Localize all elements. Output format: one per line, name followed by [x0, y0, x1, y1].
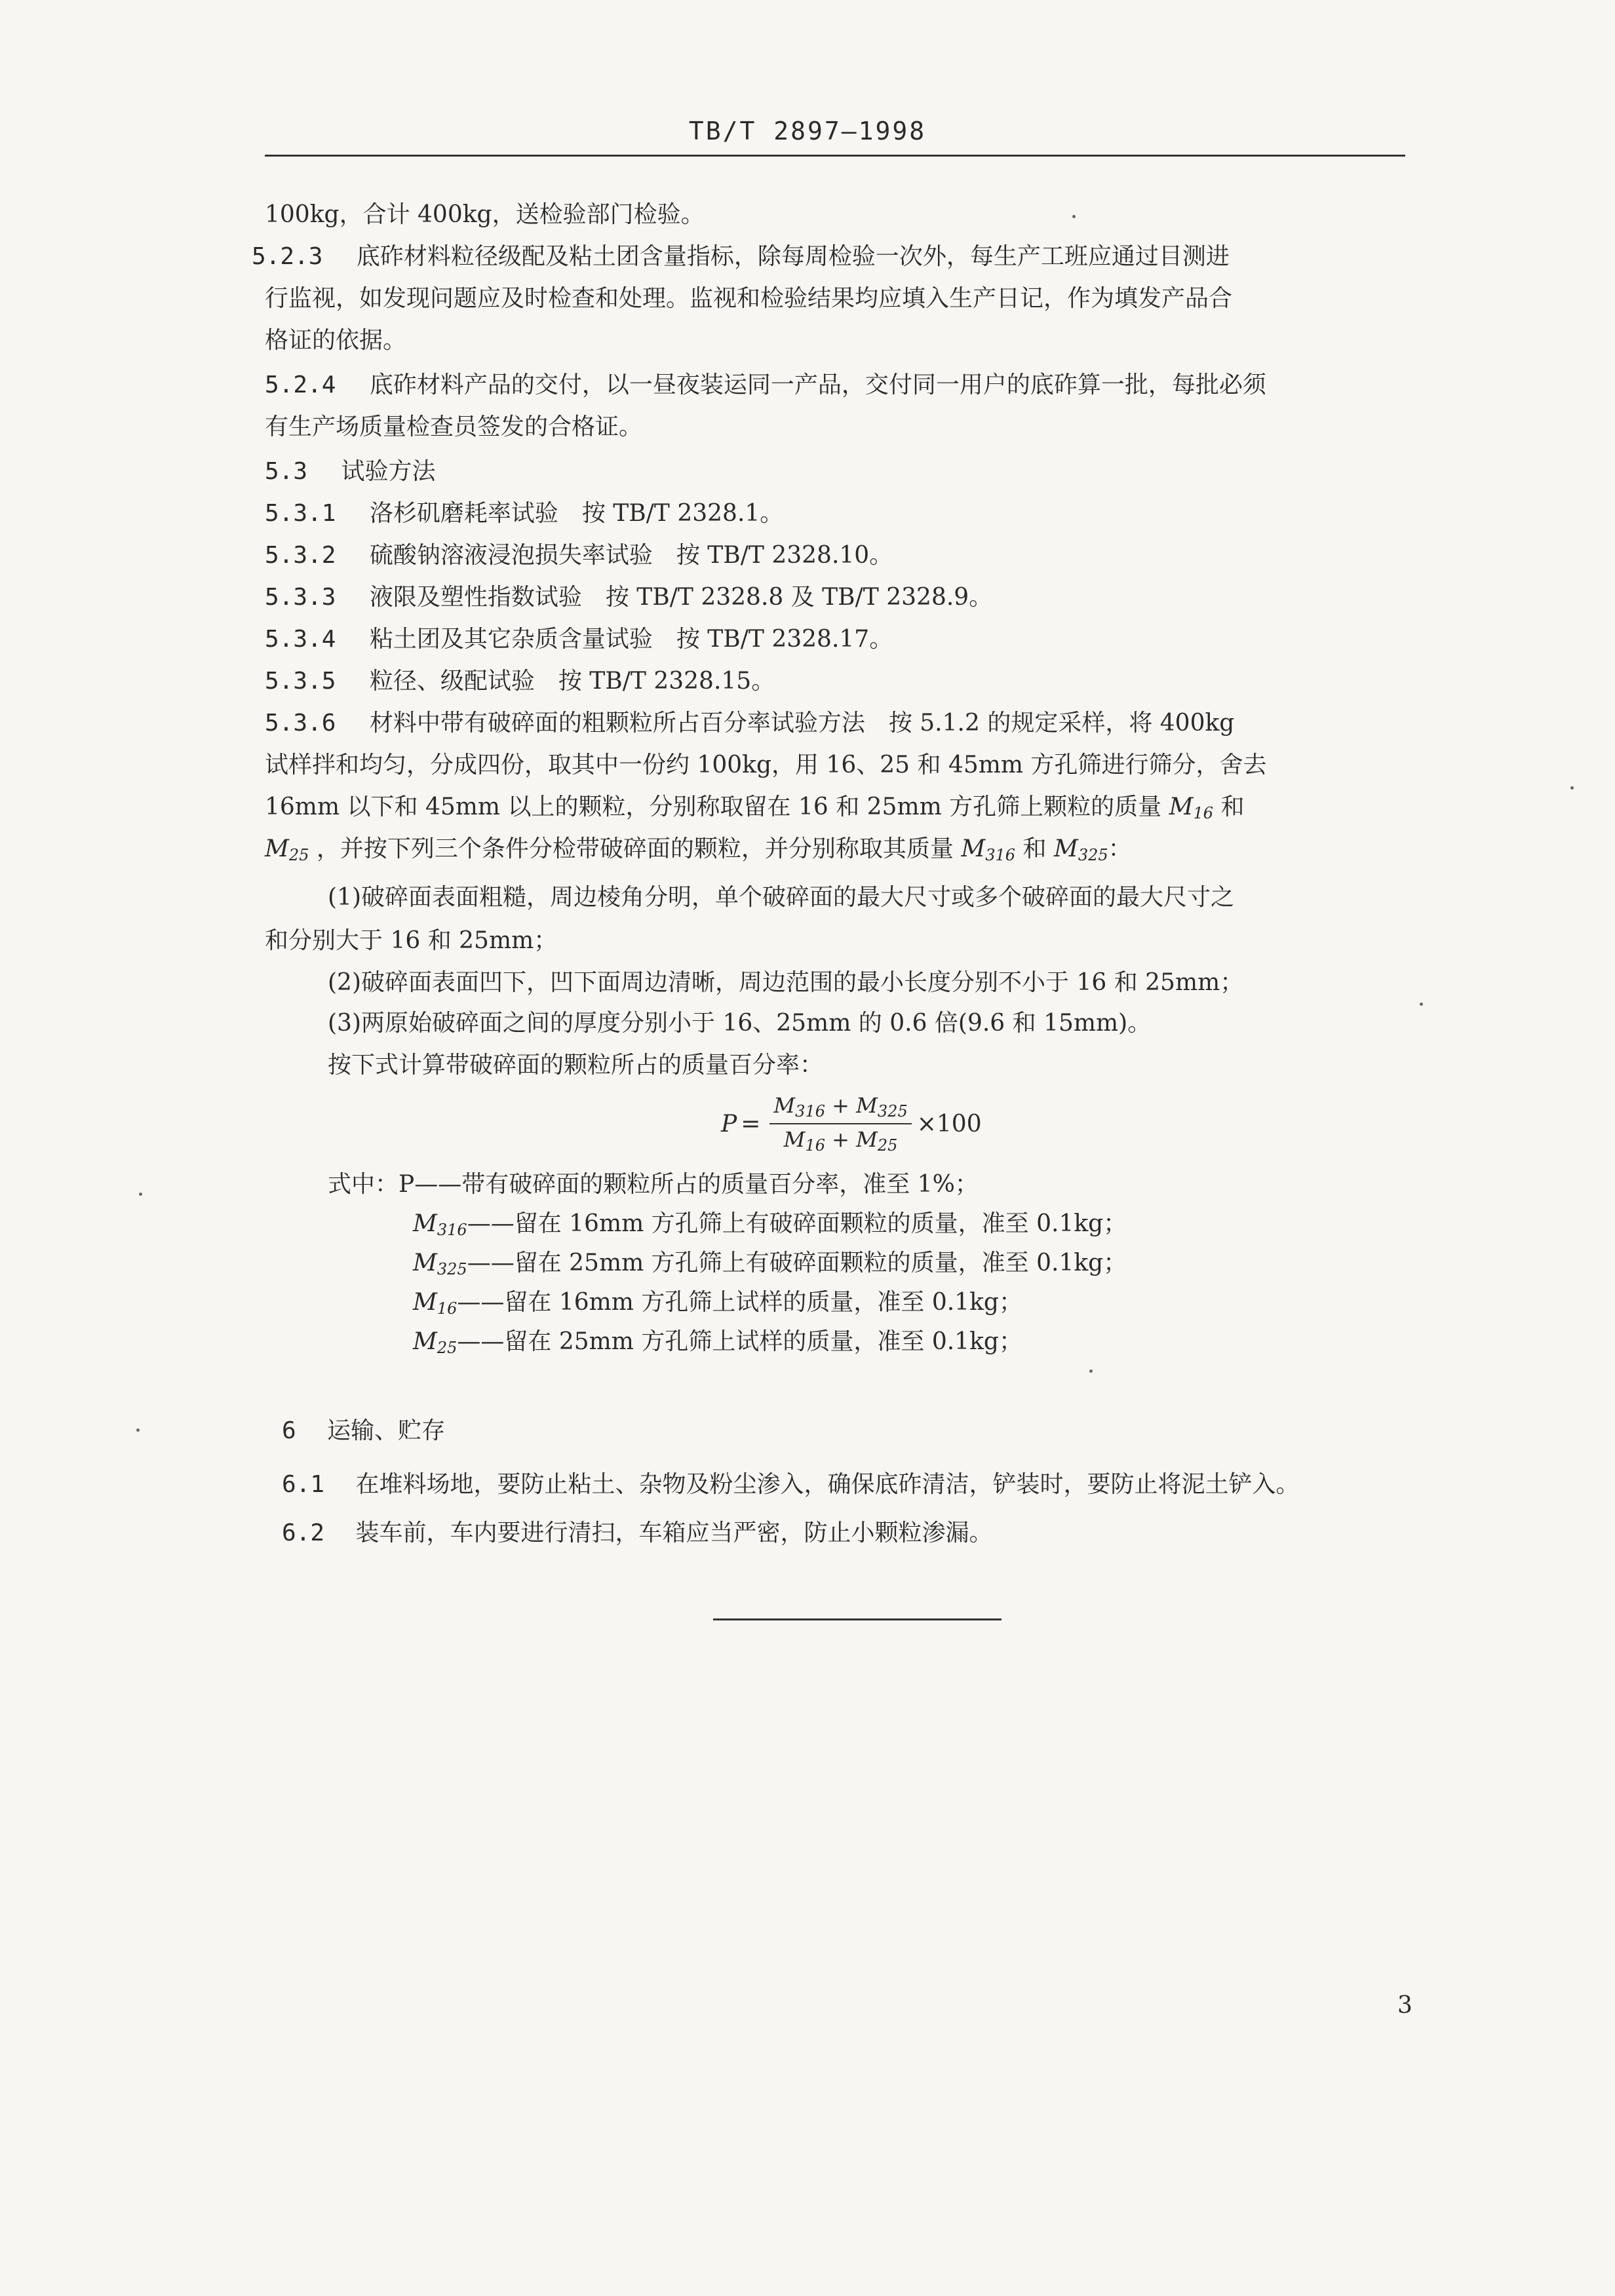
text-line: 格证的依据。	[265, 327, 407, 354]
subscript: 16	[1193, 804, 1214, 822]
standard-code: TB/T 2897—1998	[688, 117, 927, 145]
subscript: 325	[877, 1102, 908, 1120]
where-m316	[413, 1210, 1127, 1240]
text-segment: 和	[1220, 794, 1245, 820]
clause-text: 粒径、级配试验 按 TB/T 2328.15。	[369, 668, 775, 695]
subscript: 316	[795, 1102, 825, 1120]
symbol-m: M	[413, 1289, 437, 1316]
scan-speck	[1072, 215, 1076, 218]
page-number: 3	[1397, 1992, 1412, 2019]
scan-speck	[139, 1193, 142, 1196]
text-line: 试样拌和均匀，分成四份，取其中一份约 100kg，用 16、25 和 45mm 方孔筛进行筛分，舍去	[265, 752, 1267, 778]
clause-6-2	[282, 1519, 993, 1547]
subscript: 316	[985, 846, 1016, 864]
symbol-m: M	[1053, 835, 1078, 862]
subscript: 325	[437, 1260, 467, 1278]
clause-5-3-2	[265, 541, 893, 569]
text-segment: 16mm 以下和 45mm 以上的颗粒，分别称取留在 16 和 25mm 方孔筛上颗粒的质量	[265, 794, 1162, 820]
clause-number: 6.1	[282, 1471, 325, 1498]
formula-times: ×100	[916, 1110, 982, 1138]
subscript: 25	[288, 846, 309, 864]
clause-text: 洛杉矶磨耗率试验 按 TB/T 2328.1。	[369, 500, 784, 527]
symbol-m: M	[856, 1093, 878, 1118]
subscript: 16	[437, 1299, 457, 1318]
symbol-m: M	[413, 1328, 437, 1355]
condition-3: (3)两原始破碎面之间的厚度分别小于 16、25mm 的 0.6 倍(9.6 和 15mm)。	[328, 1010, 1152, 1037]
clause-6-1	[282, 1470, 1300, 1499]
symbol-m: M	[856, 1127, 878, 1152]
clause-number: 6.2	[282, 1520, 325, 1546]
subscript: 16	[805, 1136, 825, 1155]
definition-text: ——留在 16mm 方孔筛上有破碎面颗粒的质量，准至 0.1kg；	[467, 1210, 1127, 1237]
clause-5-2-4	[265, 371, 1266, 399]
text-segment: 和	[1022, 835, 1047, 862]
symbol-m: M	[783, 1127, 806, 1152]
subscript: 325	[1078, 846, 1108, 864]
section-title: 运输、贮存	[327, 1417, 446, 1444]
subscript: 316	[437, 1221, 467, 1239]
clause-number: 5.3.2	[265, 542, 336, 569]
scan-speck	[1570, 786, 1574, 790]
where-m325	[413, 1249, 1127, 1279]
text-segment: ，并按下列三个条件分检带破碎面的颗粒，并分别称取其质量	[316, 835, 954, 862]
clause-5-3-1	[265, 499, 783, 527]
section-number: 5.3	[265, 458, 308, 485]
clause-number: 5.2.3	[252, 243, 323, 270]
clause-text: 粘土团及其它杂质含量试验 按 TB/T 2328.17。	[369, 626, 893, 653]
clause-number: 5.2.4	[265, 372, 336, 398]
subscript: 25	[877, 1136, 898, 1155]
formula-plus: +	[832, 1093, 849, 1118]
clause-text: 材料中带有破碎面的粗颗粒所占百分率试验方法 按 5.1.2 的规定采样，将 400kg	[369, 710, 1235, 737]
text-line	[265, 835, 1132, 865]
section-number: 6	[282, 1417, 296, 1444]
formula-equals: =	[741, 1110, 761, 1138]
symbol-m: M	[413, 1210, 437, 1237]
fraction-denominator	[784, 1124, 898, 1155]
where-m16	[413, 1288, 1022, 1318]
scan-speck	[136, 1428, 140, 1432]
header-rule	[265, 155, 1405, 157]
text-line: 和分别大于 16 和 25mm；	[265, 927, 558, 954]
clause-text: 底砟材料产品的交付，以一昼夜装运同一产品，交付同一用户的底砟算一批，每批必须	[369, 372, 1266, 398]
text-line: 按下式计算带破碎面的颗粒所占的质量百分率：	[328, 1052, 824, 1079]
where-p: 式中：P——带有破碎面的颗粒所占的质量百分率，准至 1%；	[328, 1171, 979, 1198]
clause-text: 装车前，车内要进行清扫，车箱应当严密，防止小颗粒渗漏。	[355, 1520, 993, 1546]
symbol-m: M	[413, 1250, 437, 1276]
symbol-m: M	[773, 1093, 796, 1118]
clause-number: 5.3.5	[265, 668, 336, 695]
definition-text: ——留在 16mm 方孔筛上试样的质量，准至 0.1kg；	[457, 1289, 1022, 1316]
condition-1: (1)破碎面表面粗糙，周边棱角分明，单个破碎面的最大尺寸或多个破碎面的最大尺寸之	[328, 884, 1234, 911]
clause-number: 5.3.6	[265, 710, 336, 737]
formula-p: P	[721, 1110, 737, 1138]
clause-5-3-5	[265, 667, 775, 695]
section-5-3-heading	[265, 457, 436, 486]
definition-text: ——留在 25mm 方孔筛上有破碎面颗粒的质量，准至 0.1kg；	[467, 1250, 1127, 1276]
section-6-heading	[282, 1417, 445, 1445]
subscript: 25	[437, 1339, 457, 1357]
clause-text: 在堆料场地，要防止粘土、杂物及粉尘渗入，确保底砟清洁，铲装时，要防止将泥土铲入。	[355, 1471, 1300, 1498]
scan-speck	[1089, 1369, 1093, 1373]
text-line	[265, 793, 1245, 823]
clause-5-3-3	[265, 583, 992, 611]
clause-text: 液限及塑性指数试验 按 TB/T 2328.8 及 TB/T 2328.9。	[369, 584, 993, 611]
formula-plus: +	[832, 1127, 849, 1152]
where-m25	[413, 1328, 1022, 1358]
formula-fraction	[769, 1093, 911, 1155]
text-segment: ：	[1108, 835, 1132, 862]
symbol-m: M	[265, 835, 289, 862]
symbol-m: M	[1169, 794, 1194, 820]
clause-text: 底砟材料粒径级配及粘土团含量指标，除每周检验一次外，每生产工班应通过目测进	[356, 243, 1230, 270]
text-line: 行监视，如发现问题应及时检查和处理。监视和检验结果均应填入生产日记，作为填发产品合	[265, 285, 1233, 312]
clause-number: 5.3.1	[265, 500, 336, 527]
text-line: 100kg，合计 400kg，送检验部门检验。	[265, 201, 705, 228]
clause-number: 5.3.3	[265, 584, 336, 611]
text-line: 有生产场质量检查员签发的合格证。	[265, 413, 643, 440]
fraction-numerator	[769, 1093, 911, 1124]
definition-text: ——留在 25mm 方孔筛上试样的质量，准至 0.1kg；	[457, 1328, 1022, 1355]
clause-number: 5.3.4	[265, 626, 336, 653]
clause-5-3-6	[265, 709, 1234, 737]
end-rule	[713, 1618, 1002, 1620]
clause-text: 硫酸钠溶液浸泡损失率试验 按 TB/T 2328.10。	[369, 542, 893, 569]
clause-5-2-3	[252, 242, 1230, 271]
symbol-m: M	[961, 835, 986, 862]
scan-speck	[1420, 1003, 1423, 1006]
clause-5-3-4	[265, 625, 893, 653]
percentage-formula	[721, 1093, 982, 1155]
section-title: 试验方法	[341, 458, 436, 485]
condition-2: (2)破碎面表面凹下，凹下面周边清晰，周边范围的最小长度分别不小于 16 和 25mm；	[328, 969, 1244, 996]
